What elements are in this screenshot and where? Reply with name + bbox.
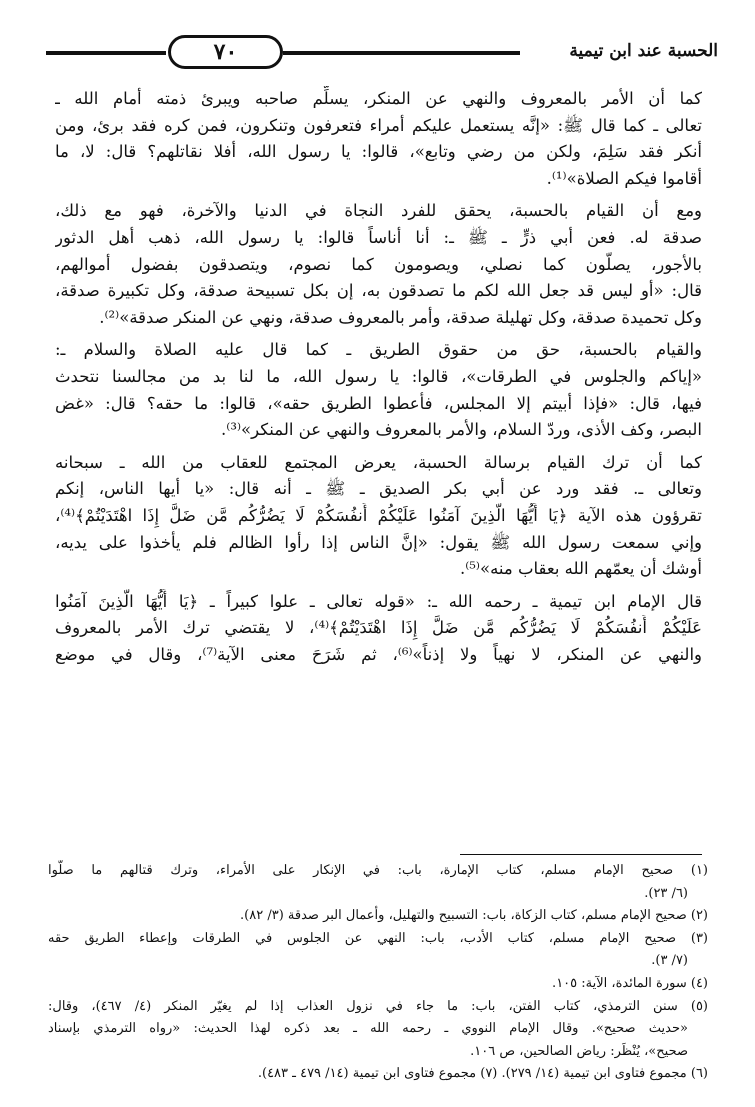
running-title: الحسبة عند ابن تيمية <box>569 41 718 61</box>
paragraph <box>55 337 702 443</box>
text-line: كما أن ترك القيام برسالة الحسبة، يعرض المجتمع للعقاب من الله ـ سبحانه <box>55 452 702 472</box>
paragraph <box>55 589 702 669</box>
paragraph <box>55 86 702 192</box>
text-line: تقرؤون هذه الآية ﴿يَا أَيُّهَا الَّذِينَ آمَنُوا عَلَيْكُمْ أَنفُسَكُمْ لَا يَضُرُّكُم مَّن ضَلَّ إِذَا اهْتَدَيْتُمْ﴾⁽⁴⁾، <box>55 505 702 525</box>
footnote-line: (٣) صحيح الإمام مسلم، كتاب الأدب، باب: النهي عن الجلوس في الطرقات وإعطاء الطريق حقه <box>48 930 708 946</box>
text-line: البصر، وكف الأذى، وردّ السلام، والأمر بالمعروف والنهي عن المنكر»⁽³⁾. <box>221 420 702 440</box>
paragraph <box>55 450 702 583</box>
footnote-line: (٢) صحيح الإمام مسلم، كتاب الزكاة، باب: التسبيح والتهليل، وأعمال البر صدقة (٣/ ٨٢). <box>240 908 708 924</box>
footnote-line: (٤) سورة المائدة، الآية: ١٠٥. <box>552 975 708 991</box>
text-line: صدقة له. فعن أبي ذرٍّ ـ ﷺ ـ: أنا أناساً قالوا: يا رسول الله، ذهب أهل الدثور <box>55 227 702 247</box>
text-line: تعالى ـ كما قال ﷺ: «إنَّه يستعمل عليكم أمراء فتعرفون وتنكرون، فمن كره فقد برئ، ومن <box>55 115 702 135</box>
text-line: قال الإمام ابن تيمية ـ رحمه الله ـ: «قوله تعالى ـ علوا كبيراً ـ ﴿يَا أَيُّهَا الَّذِينَ آمَنُوا <box>55 591 702 611</box>
footnote-line: (١) صحيح الإمام مسلم، كتاب الإمارة، باب: في الإنكار على الأمراء، وترك قتالهم ما صلُّوا <box>48 863 708 878</box>
footnote-separator <box>460 854 702 855</box>
text-line: ومع أن القيام بالحسبة، يحقق للفرد النجاة في الدنيا والآخرة، فهو مع ذلك، <box>55 201 702 221</box>
text-line: بالأجور، يصلُّون كما نصلي، ويصومون كما نصوم، ويتصدقون بفضول أموالهم، <box>55 254 702 274</box>
text-line: عَلَيْكُمْ أَنفُسَكُمْ لَا يَضُرُّكُم مَّن ضَلَّ إِذَا اهْتَدَيْتُمْ﴾⁽⁴⁾، لا يقتضي ترك الأمر بالمعروف <box>55 618 702 638</box>
text-line: وكل تحميدة صدقة، وكل تهليلة صدقة، وأمر بالمعروف صدقة، ونهي عن المنكر صدقة»⁽²⁾. <box>99 307 702 327</box>
page-header <box>38 32 718 72</box>
text-line: أقاموا فيكم الصلاة»⁽¹⁾. <box>546 168 702 188</box>
footnote-line: (٦/ ٢٣). <box>644 885 688 901</box>
text-line: وإني سمعت رسول الله ﷺ يقول: «إنَّ الناس إذا رأوا الظالم فلم يأخذوا على يديه، <box>55 532 702 552</box>
text-line: كما أن الأمر بالمعروف والنهي عن المنكر، يسلِّم صاحبه ويبرئ ذمته أمام الله ـ <box>55 89 702 108</box>
header-rule <box>46 51 166 55</box>
text-line: والقيام بالحسبة، حق من حقوق الطريق ـ كما قال عليه الصلاة والسلام ـ: <box>55 340 702 360</box>
footnote-line: (٧/ ٣). <box>651 953 688 969</box>
footnotes <box>48 860 708 1086</box>
header-rule <box>283 51 520 55</box>
text-line: وتعالى ـ. فقد ورد عن أبي بكر الصديق ـ ﷺ ـ أنه قال: «يا أيها الناس، إنكم <box>55 479 702 499</box>
footnote-line: (٥) سنن الترمذي، كتاب الفتن، باب: ما جاء في نزول العذاب إذا لم يغيّر المنكر (٤/ ٤٦٧)، وقال: <box>48 998 708 1014</box>
page-number: ٧٠ <box>168 35 283 69</box>
main-text <box>55 86 702 674</box>
text-line: قال: «أو ليس قد جعل الله لكم ما تصدقون به، إن بكل تسبيحة صدقة، وكل تكبيرة صدقة، <box>55 281 702 301</box>
text-line: أوشك أن يعمّهم الله بعقاب منه»⁽⁵⁾. <box>459 559 702 579</box>
footnote-line: «حديث صحيح». وقال الإمام النووي ـ رحمه الله ـ بعد ذكره لهذا الحديث: «رواه الترمذي بإسناد <box>48 1021 688 1037</box>
text-line: والنهي عن المنكر، لا نهياً ولا إذناً»⁽⁶⁾، ثم شَرَحَ معنى الآية⁽⁷⁾، وقال في موضع <box>55 644 702 664</box>
footnote-line: (٦) مجموع فتاوى ابن تيمية (١٤/ ٢٧٩). (٧) مجموع فتاوى ابن تيمية (١٤/ ٤٧٩ ـ ٤٨٣). <box>257 1066 708 1082</box>
text-line: فيها، قال: «فإذا أبيتم إلا المجلس، فأعطوا الطريق حقه»، قالوا: ما حقه؟ قال: «غض <box>55 393 702 413</box>
paragraph <box>55 198 702 331</box>
text-line: «إياكم والجلوس في الطرقات»، قالوا: يا رسول الله، ما لنا بد من مجالسنا نتحدث <box>55 366 702 386</box>
text-line: أنكر فقد سَلِمَ، ولكن من رضي وتابع»، قالوا: يا رسول الله، أفلا نقاتلهم؟ قال: لا، ما <box>55 142 702 162</box>
footnote-line: صحيح»، يُنْظَر: رياض الصالحين، ص ١٠٦. <box>470 1043 688 1059</box>
